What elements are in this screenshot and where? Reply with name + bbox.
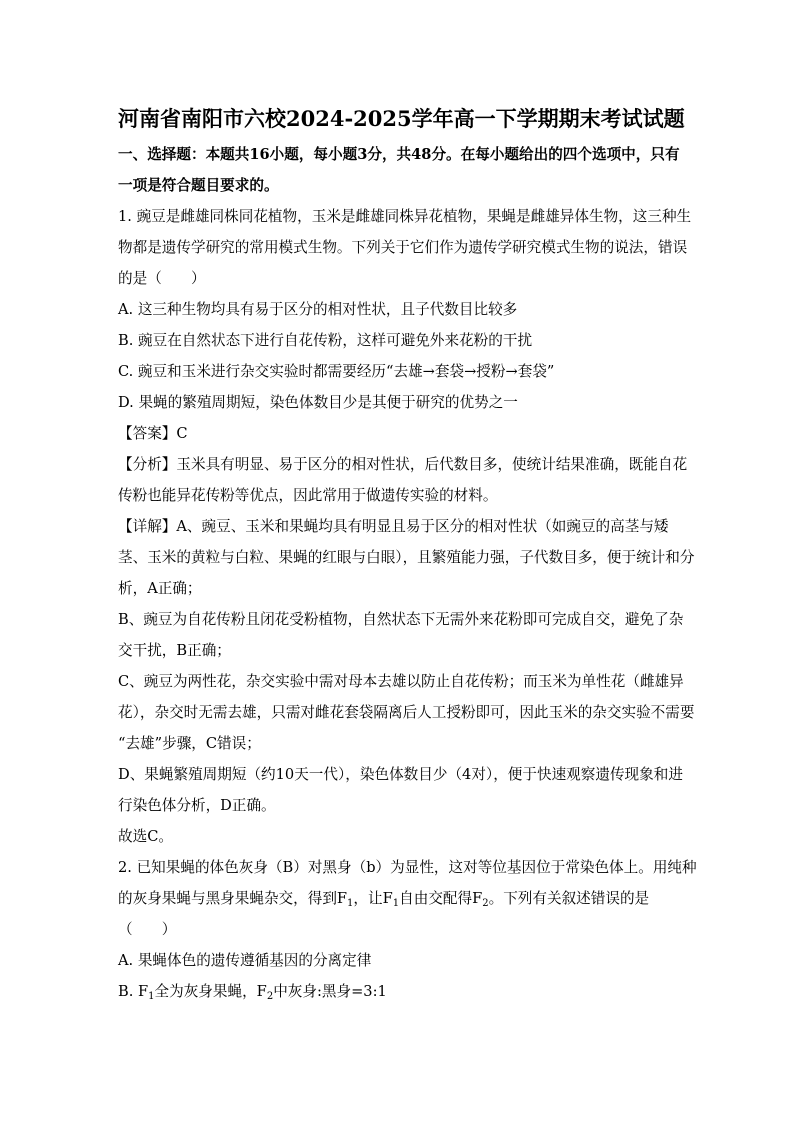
q1-option-b: B. 豌豆在自然状态下进行自花传粉，这样可避免外来花粉的干扰: [118, 332, 533, 349]
q1-option-a: A. 这三种生物均具有易于区分的相对性状，且子代数目比较多: [118, 301, 518, 318]
section-heading: 一、选择题：本题共16小题，每小题3分，共48分。在每小题给出的四个选项中，只有: [118, 146, 680, 163]
q2-stem-text: 的灰身果蝇与黑身果蝇杂交，得到F: [118, 890, 348, 907]
q2-stem-text: 自由交配得F: [399, 890, 483, 907]
q2-subscript: 1: [148, 991, 155, 1002]
q1-conclusion: 故选C。: [118, 828, 173, 845]
q1-detail-line: “去雄”步骤，C错误；: [118, 735, 261, 752]
page-title: 河南省南阳市六校2024-2025学年高一下学期期末考试试题: [118, 106, 685, 131]
section-heading-cont: 一项是符合题目要求的。: [118, 177, 279, 194]
q2-option-a: A. 果蝇体色的遗传遵循基因的分离定律: [118, 952, 372, 969]
q1-stem-line: 的是（ ）: [118, 270, 206, 287]
q1-option-d: D. 果蝇的繁殖周期短，染色体数目少是其便于研究的优势之一: [118, 394, 518, 411]
q2-stem-text: ，让F: [353, 890, 393, 907]
q1-detail-line: B、豌豆为自花传粉且闭花受粉植物，自然状态下无需外来花粉即可完成自交，避免了杂: [118, 611, 684, 628]
q2-subscript: 2: [266, 991, 274, 1002]
q2-option-b-text: B. F: [118, 983, 149, 1000]
q1-detail-line: D、果蝇繁殖周期短（约10天一代），染色体数目少（4对），便于快速观察遗传现象和进: [118, 766, 683, 783]
q2-stem-text: 。下列有关叙述错误的是: [488, 890, 650, 907]
q1-detail-line: 茎、玉米的黄粒与白粒、果蝇的红眼与白眼），且繁殖能力强，子代数目多，便于统计和分: [118, 549, 695, 566]
q2-option-b: [118, 982, 387, 1002]
q1-analysis-line: 【分析】玉米具有明显、易于区分的相对性状，后代数目多，使统计结果准确，既能自花: [118, 456, 688, 473]
q2-subscript: 1: [347, 898, 354, 909]
q1-detail-line: 花），杂交时无需去雄，只需对雌花套袋隔离后人工授粉即可，因此玉米的杂交实验不需要: [118, 704, 695, 721]
q2-subscript: 2: [482, 898, 489, 909]
q1-stem-line: 物都是遗传学研究的常用模式生物。下列关于它们作为遗传学研究模式生物的说法，错误: [118, 239, 688, 256]
q1-detail-line: 析，A正确；: [118, 580, 202, 597]
q1-detail-line: 交干扰，B正确；: [118, 642, 231, 659]
q1-answer: 【答案】C: [118, 425, 188, 442]
q2-option-b-text: 全为灰身果蝇，F: [154, 983, 267, 1000]
q2-subscript: 1: [392, 898, 400, 909]
q1-analysis-line: 传粉也能异花传粉等优点，因此常用于做遗传实验的材料。: [118, 487, 498, 504]
q2-stem-line: 2. 已知果蝇的体色灰身（B）对黑身（b）为显性，这对等位基因位于常染色体上。用纯种: [118, 859, 697, 876]
q1-option-c: C. 豌豆和玉米进行杂交实验时都需要经历“去雄→套袋→授粉→套袋”: [118, 363, 555, 380]
q1-stem-line: 1. 豌豆是雌雄同株同花植物，玉米是雌雄同株异花植物，果蝇是雌雄异体生物，这三种生: [118, 208, 692, 225]
q1-detail-line: 行染色体分析，D正确。: [118, 797, 276, 814]
q2-stem-line: [118, 889, 649, 909]
q1-detail-line: C、豌豆为两性花，杂交实验中需对母本去雄以防止自花传粉；而玉米为单性花（雌雄异: [118, 673, 684, 690]
q2-option-b-text: 中灰身:黑身=3:1: [273, 983, 387, 1000]
q1-detail-line: 【详解】A、豌豆、玉米和果蝇均具有明显且易于区分的相对性状（如豌豆的高茎与矮: [118, 518, 669, 535]
q2-stem-line: （ ）: [118, 921, 177, 938]
